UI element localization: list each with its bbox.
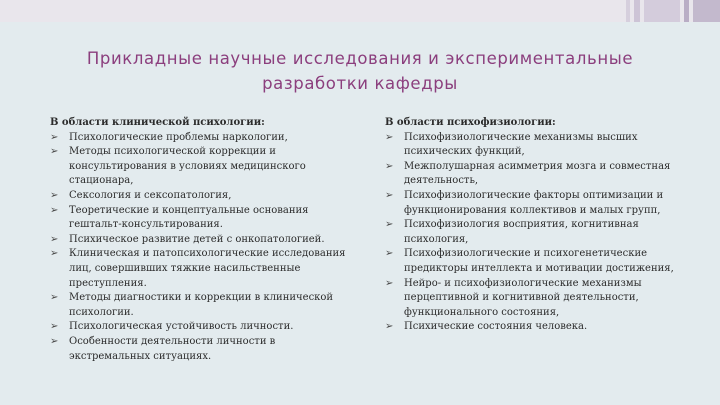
list-item-text: Психологические проблемы наркологии, — [69, 131, 288, 143]
arrow-bullet-icon: ➢ — [50, 189, 59, 201]
slide-title — [40, 46, 680, 96]
psychophysiology-list — [385, 131, 675, 335]
list-item-text: Методы диагностики и коррекции в клинической психологии. — [69, 292, 334, 318]
list-item-text: Психофизиологические и психогенетические предикторы интеллекта и мотивации достижения, — [404, 248, 674, 274]
list-item-text: Психическое развитие детей с онкопатологией. — [69, 233, 325, 245]
clinical-psychology-heading: В области клинической психологии: — [50, 117, 265, 128]
list-item-text: Сексология и сексопатология, — [69, 189, 232, 201]
arrow-bullet-icon: ➢ — [385, 160, 394, 172]
list-item — [50, 233, 350, 248]
slide-title-line-1: Прикладные научные исследования и экспериментальные — [86, 49, 634, 68]
list-item — [50, 189, 350, 204]
clinical-psychology-list — [50, 131, 350, 365]
list-item-text: Теоретические и концептуальные основания гештальт-консультирования. — [69, 204, 309, 231]
list-item — [385, 189, 675, 218]
header-stripe — [693, 0, 720, 22]
psychophysiology-heading: В области психофизиологии: — [385, 117, 556, 128]
arrow-bullet-icon: ➢ — [50, 321, 59, 333]
list-item-text: Психофизиологические факторы оптимизации и функционирования коллективов и малых групп, — [404, 189, 664, 216]
arrow-bullet-icon: ➢ — [385, 219, 394, 231]
list-item — [50, 247, 350, 291]
arrow-bullet-icon: ➢ — [385, 248, 394, 260]
slide-title-line-2: разработки кафедры — [262, 74, 458, 93]
list-item — [385, 218, 675, 247]
list-item — [385, 160, 675, 189]
arrow-bullet-icon: ➢ — [50, 335, 59, 347]
list-item-text: Психофизиологические механизмы высших психических функций, — [404, 131, 638, 158]
list-item — [50, 204, 350, 233]
arrow-bullet-icon: ➢ — [50, 204, 59, 216]
list-item-text: Особенности деятельности личности в экстремальных ситуациях. — [69, 335, 276, 362]
psychophysiology-column — [385, 116, 675, 335]
header-stripe — [634, 0, 640, 22]
decorative-header-band — [0, 0, 720, 22]
list-item — [50, 335, 350, 364]
list-item — [50, 131, 350, 146]
list-item — [385, 277, 675, 321]
header-stripe — [626, 0, 630, 22]
list-item — [385, 131, 675, 160]
list-item-text: Психические состояния человека. — [404, 321, 588, 333]
list-item — [385, 320, 675, 335]
header-stripe — [644, 0, 680, 22]
arrow-bullet-icon: ➢ — [50, 146, 59, 158]
list-item — [50, 145, 350, 189]
list-item — [50, 291, 350, 320]
arrow-bullet-icon: ➢ — [50, 292, 59, 304]
arrow-bullet-icon: ➢ — [50, 248, 59, 260]
list-item-text: Методы психологической коррекции и консультирования в условиях медицинского стационара, — [69, 146, 306, 187]
arrow-bullet-icon: ➢ — [385, 131, 394, 143]
list-item-text: Межполушарная асимметрия мозга и совместная деятельность, — [404, 160, 671, 187]
arrow-bullet-icon: ➢ — [385, 321, 394, 333]
list-item — [50, 320, 350, 335]
list-item-text: Психофизиология восприятия, когнитивная психология, — [404, 219, 639, 245]
list-item-text: Клиническая и патопсихологические исследования лиц, совершивших тяжкие насильственные преступления. — [69, 248, 346, 289]
arrow-bullet-icon: ➢ — [50, 131, 59, 143]
arrow-bullet-icon: ➢ — [50, 233, 59, 245]
list-item-text: Нейро- и психофизиологические механизмы перцептивной и когнитивной деятельности, функционального состояния, — [404, 277, 642, 318]
arrow-bullet-icon: ➢ — [385, 277, 394, 289]
arrow-bullet-icon: ➢ — [385, 189, 394, 201]
header-stripe — [684, 0, 689, 22]
list-item — [385, 247, 675, 276]
list-item-text: Психологическая устойчивость личности. — [69, 321, 294, 333]
clinical-psychology-column — [50, 116, 350, 364]
